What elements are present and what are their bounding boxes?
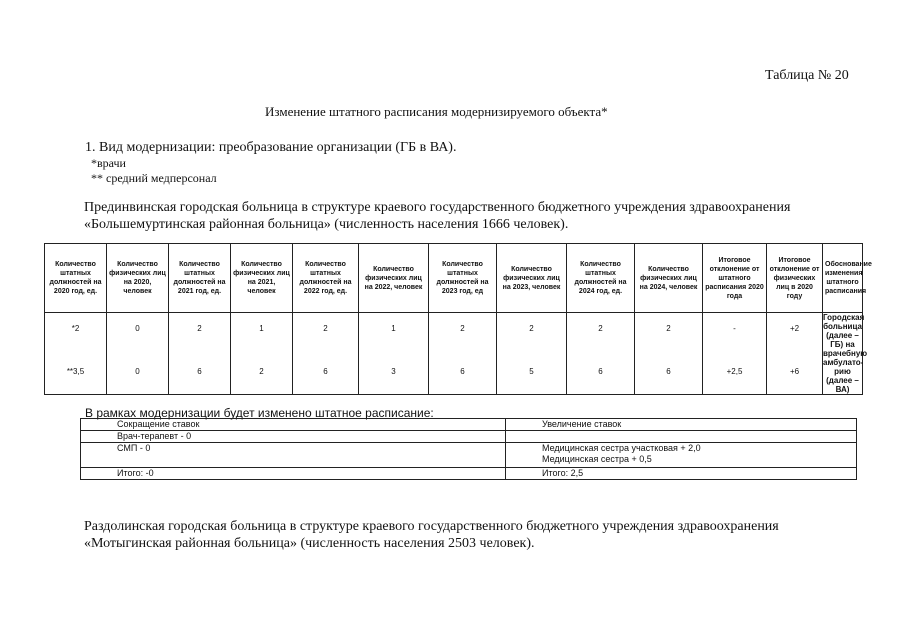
- data-cell: [703, 313, 767, 395]
- staff-change-caption: В рамках модернизации будет изменено штатное расписание:: [85, 406, 434, 420]
- hospital-paragraph-2-line-2: «Мотыгинская районная больница» (численность населения 2503 человек).: [84, 536, 535, 551]
- data-cell: [767, 313, 823, 395]
- table-row: [81, 419, 857, 431]
- data-cell: [107, 313, 169, 395]
- data-cell: [231, 313, 293, 395]
- header-cell: Количество штатных должностей на 2023 год, ед: [429, 244, 497, 313]
- doctors-value: -: [733, 323, 736, 333]
- header-cell: Итоговое отклонение от штатного расписания 2020 года: [703, 244, 767, 313]
- header-cell: Количество штатных должностей на 2024 год, ед.: [567, 244, 635, 313]
- data-cell: [293, 313, 359, 395]
- nurses-value: 6: [666, 366, 671, 376]
- increase-header: Увеличение ставок: [506, 419, 857, 431]
- doctors-value: +2: [789, 323, 800, 333]
- justification-cell: Городская больница (далее –ГБ) на врачебную амбулато-рию (далее – ВА): [823, 313, 868, 394]
- legend-nurses: ** средний медперсонал: [91, 171, 217, 185]
- nurses-value: 6: [197, 366, 202, 376]
- nurses-value: 0: [135, 366, 140, 376]
- table-row: [81, 443, 857, 468]
- header-cell: Количество физических лиц на 2020, человек: [107, 244, 169, 313]
- staff-change-table: [80, 418, 857, 480]
- data-cell: [497, 313, 567, 395]
- total-increase: Итого: 2,5: [506, 468, 857, 480]
- header-cell: Количество штатных должностей на 2020 год, ед.: [45, 244, 107, 313]
- nurses-value: 6: [460, 366, 465, 376]
- increase-item: Медицинская сестра + 0,5: [542, 454, 652, 464]
- data-cell: [169, 313, 231, 395]
- staffing-table-header-row: [45, 244, 863, 313]
- increase-item: Медицинская сестра участковая + 2,0: [542, 443, 701, 453]
- doctors-value: 2: [323, 323, 328, 333]
- doctors-value: 1: [259, 323, 264, 333]
- legend-doctors: *врачи: [91, 156, 126, 170]
- data-cell: [567, 313, 635, 395]
- document-title: Изменение штатного расписания модернизируемого объекта*: [265, 104, 608, 119]
- data-cell: [429, 313, 497, 395]
- hospital-paragraph-1-line-2: «Большемуртинская районная больница» (численность населения 1666 человек).: [84, 217, 569, 232]
- header-cell: Количество физических лиц на 2022, человек: [359, 244, 429, 313]
- nurses-value: 2: [259, 366, 264, 376]
- increase-cell-empty: [506, 431, 857, 443]
- nurses-value: 5: [529, 366, 534, 376]
- data-cell: [45, 313, 107, 395]
- nurses-value: +6: [789, 366, 800, 376]
- nurses-value: 6: [598, 366, 603, 376]
- staffing-table: [44, 243, 872, 395]
- doctors-value: 2: [529, 323, 534, 333]
- doctors-value: *2: [71, 323, 80, 333]
- header-cell: Количество физических лиц на 2023, человек: [497, 244, 567, 313]
- modernization-type: 1. Вид модернизации: преобразование организации (ГБ в ВА).: [85, 140, 457, 155]
- doctors-value: 2: [460, 323, 465, 333]
- table-number: Таблица № 20: [765, 68, 849, 83]
- hospital-paragraph-2-line-1: Раздолинская городская больница в структуре краевого государственного бюджетного учреждения здравоохранения: [84, 519, 779, 534]
- header-cell: Обоснование изменения штатного расписания: [823, 244, 863, 313]
- data-cell: [635, 313, 703, 395]
- increase-cell: [506, 443, 857, 468]
- nurses-value: **3,5: [66, 366, 85, 376]
- table-row: [81, 468, 857, 480]
- doctors-value: 2: [197, 323, 202, 333]
- doctors-value: 1: [391, 323, 396, 333]
- total-reduction: Итого: -0: [81, 468, 506, 480]
- reduction-item: СМП - 0: [81, 443, 506, 468]
- doctors-value: 0: [135, 323, 140, 333]
- header-cell: Количество физических лиц на 2024, человек: [635, 244, 703, 313]
- reduction-header: Сокращение ставок: [81, 419, 506, 431]
- table-row: [45, 313, 863, 395]
- nurses-value: +2,5: [726, 366, 743, 376]
- data-cell: [359, 313, 429, 395]
- hospital-paragraph-1: [84, 199, 790, 233]
- hospital-paragraph-1-line-1: Прединвинская городская больница в структуре краевого государственного бюджетного учреждения здравоохранения: [84, 200, 791, 215]
- header-cell: Количество штатных должностей на 2021 год, ед.: [169, 244, 231, 313]
- hospital-paragraph-2: [84, 518, 779, 552]
- reduction-item: Врач-терапевт - 0: [81, 431, 506, 443]
- doctors-value: 2: [598, 323, 603, 333]
- header-cell: Количество штатных должностей на 2022 год, ед.: [293, 244, 359, 313]
- table-row: [81, 431, 857, 443]
- nurses-value: 3: [391, 366, 396, 376]
- header-cell: Количество физических лиц на 2021, человек: [231, 244, 293, 313]
- doctors-value: 2: [666, 323, 671, 333]
- nurses-value: 6: [323, 366, 328, 376]
- header-cell: Итоговое отклонение от физических лиц в 2020 году: [767, 244, 823, 313]
